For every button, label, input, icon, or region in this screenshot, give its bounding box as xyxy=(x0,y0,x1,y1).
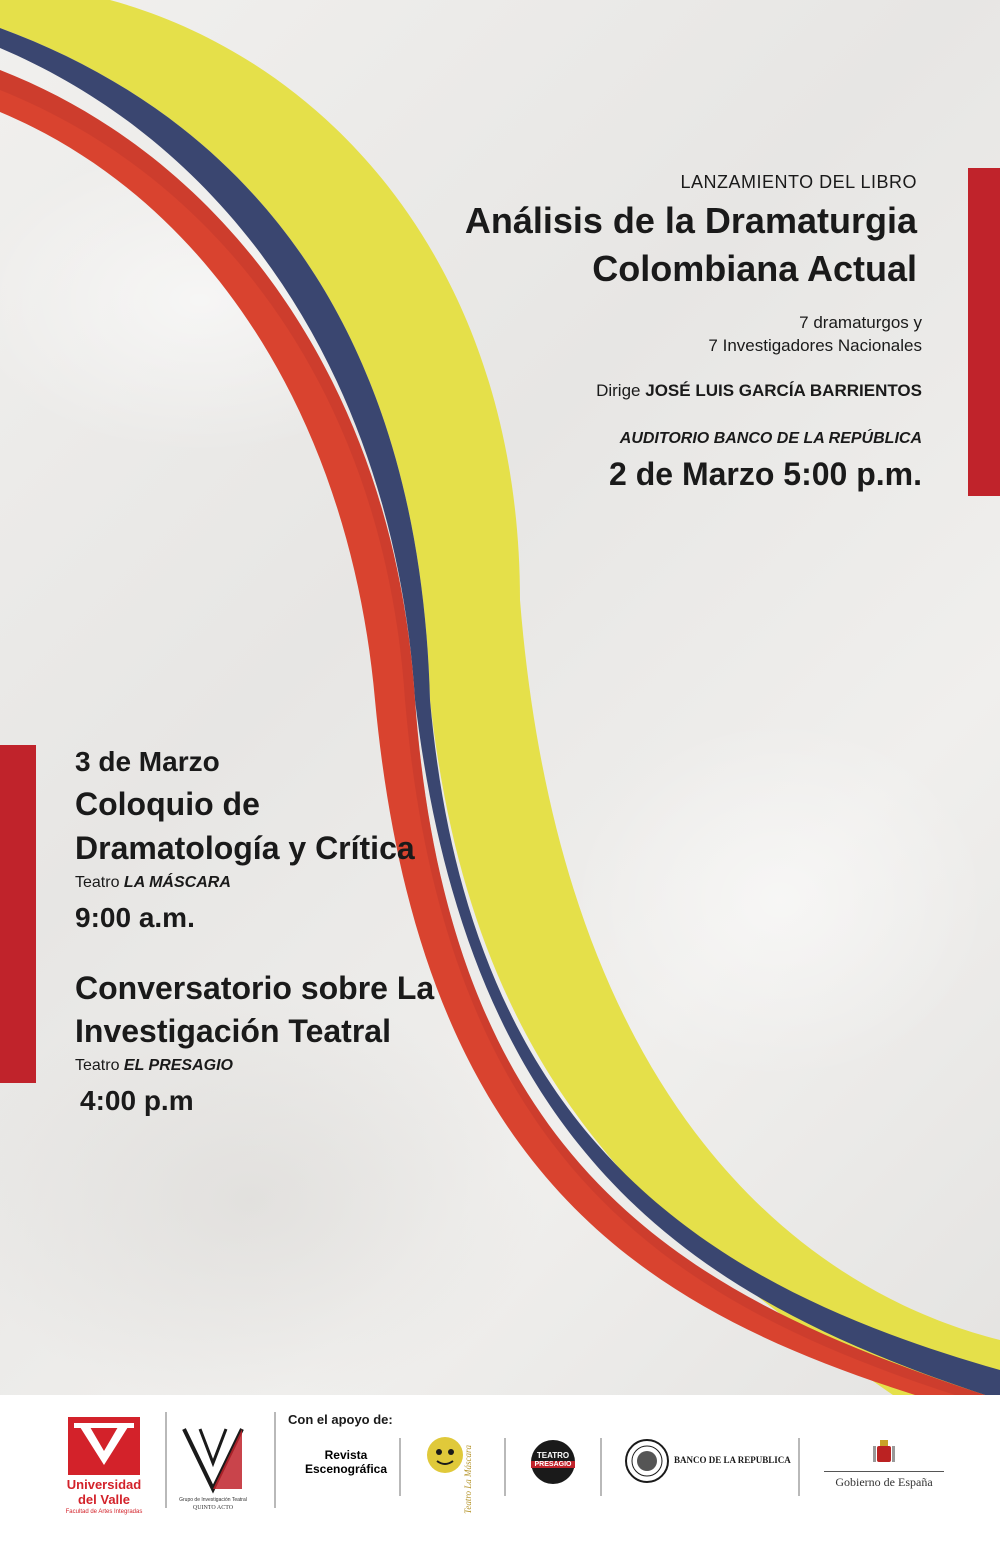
event1-venue-name: LA MÁSCARA xyxy=(123,874,231,891)
event2-title-line1: Conversatorio sobre La xyxy=(75,970,435,1006)
spain-coat-of-arms-icon xyxy=(873,1438,895,1464)
quinto-acto-line2: QUINTO ACTO xyxy=(192,1505,234,1511)
event2-venue-prefix: Teatro xyxy=(75,1057,120,1074)
univalle-line1: Universidad xyxy=(66,1477,142,1492)
footer-divider xyxy=(600,1438,602,1496)
banco-republica-logo xyxy=(624,1438,791,1488)
accent-bar-left xyxy=(0,745,36,1083)
banco-republica-seal-icon xyxy=(624,1438,670,1484)
teatro-la-mascara-logo xyxy=(425,1435,485,1515)
mask-icon xyxy=(425,1435,465,1475)
support-label: Con el apoyo de: xyxy=(288,1412,393,1427)
event1-title-line2: Dramatología y Crítica xyxy=(75,830,415,866)
revista-line2: Escenográfica xyxy=(304,1462,388,1476)
events-date: 3 de Marzo xyxy=(75,746,220,777)
event2-time: 4:00 p.m xyxy=(80,1085,194,1116)
event1-venue xyxy=(75,874,231,892)
teatro-presagio-logo xyxy=(531,1440,575,1484)
book-datetime: 2 de Marzo 5:00 p.m. xyxy=(609,456,922,492)
gobierno-label: Gobierno de España xyxy=(835,1475,933,1489)
event1-time: 9:00 a.m. xyxy=(75,902,195,933)
accent-bar-right xyxy=(968,168,1000,496)
event1-venue-prefix: Teatro xyxy=(75,874,120,891)
quinto-acto-logo xyxy=(178,1425,248,1525)
book-venue: AUDITORIO BANCO DE LA REPÚBLICA xyxy=(619,430,922,447)
footer-divider xyxy=(165,1412,167,1508)
director-prefix: Dirige xyxy=(596,381,641,400)
book-title-line2: Colombiana Actual xyxy=(592,248,917,289)
footer-divider xyxy=(399,1438,401,1496)
event1-title-line1: Coloquio de xyxy=(75,786,260,822)
footer-divider xyxy=(504,1438,506,1496)
director-name: JOSÉ LUIS GARCÍA BARRIENTOS xyxy=(645,381,922,400)
event2-venue xyxy=(75,1057,233,1075)
presagio-line2: PRESAGIO xyxy=(531,1461,575,1468)
book-launch-kicker: LANZAMIENTO DEL LIBRO xyxy=(680,172,917,192)
quinto-acto-emblem-icon xyxy=(178,1425,248,1495)
univalle-emblem-icon xyxy=(64,1417,144,1477)
mascara-label: Teatro La Máscara xyxy=(463,1445,473,1514)
book-title-line1: Análisis de la Dramaturgia xyxy=(464,200,917,241)
revista-escenografica-logo xyxy=(296,1448,396,1476)
univalle-logo xyxy=(64,1417,144,1522)
quinto-acto-line1: Grupo de Investigación Teatral xyxy=(179,1497,247,1503)
gobierno-underline xyxy=(824,1471,944,1472)
event2-title-line2: Investigación Teatral xyxy=(75,1013,391,1049)
book-subtitle-line2: 7 Investigadores Nacionales xyxy=(708,336,922,355)
event2-venue-name: EL PRESAGIO xyxy=(123,1057,233,1074)
presagio-line1: TEATRO xyxy=(536,1451,570,1460)
univalle-line2: del Valle xyxy=(77,1492,131,1507)
book-subtitle-line1: 7 dramaturgos y xyxy=(799,313,922,332)
footer-divider xyxy=(798,1438,800,1496)
banco-label: BANCO DE LA REPUBLICA xyxy=(674,1455,791,1465)
book-director xyxy=(596,381,922,401)
footer-divider xyxy=(274,1412,276,1508)
revista-line1: Revista xyxy=(324,1448,368,1462)
univalle-line3: Facultad de Artes Integradas xyxy=(65,1509,143,1515)
sponsor-footer xyxy=(0,1395,1000,1545)
gobierno-espana-logo xyxy=(824,1438,944,1488)
